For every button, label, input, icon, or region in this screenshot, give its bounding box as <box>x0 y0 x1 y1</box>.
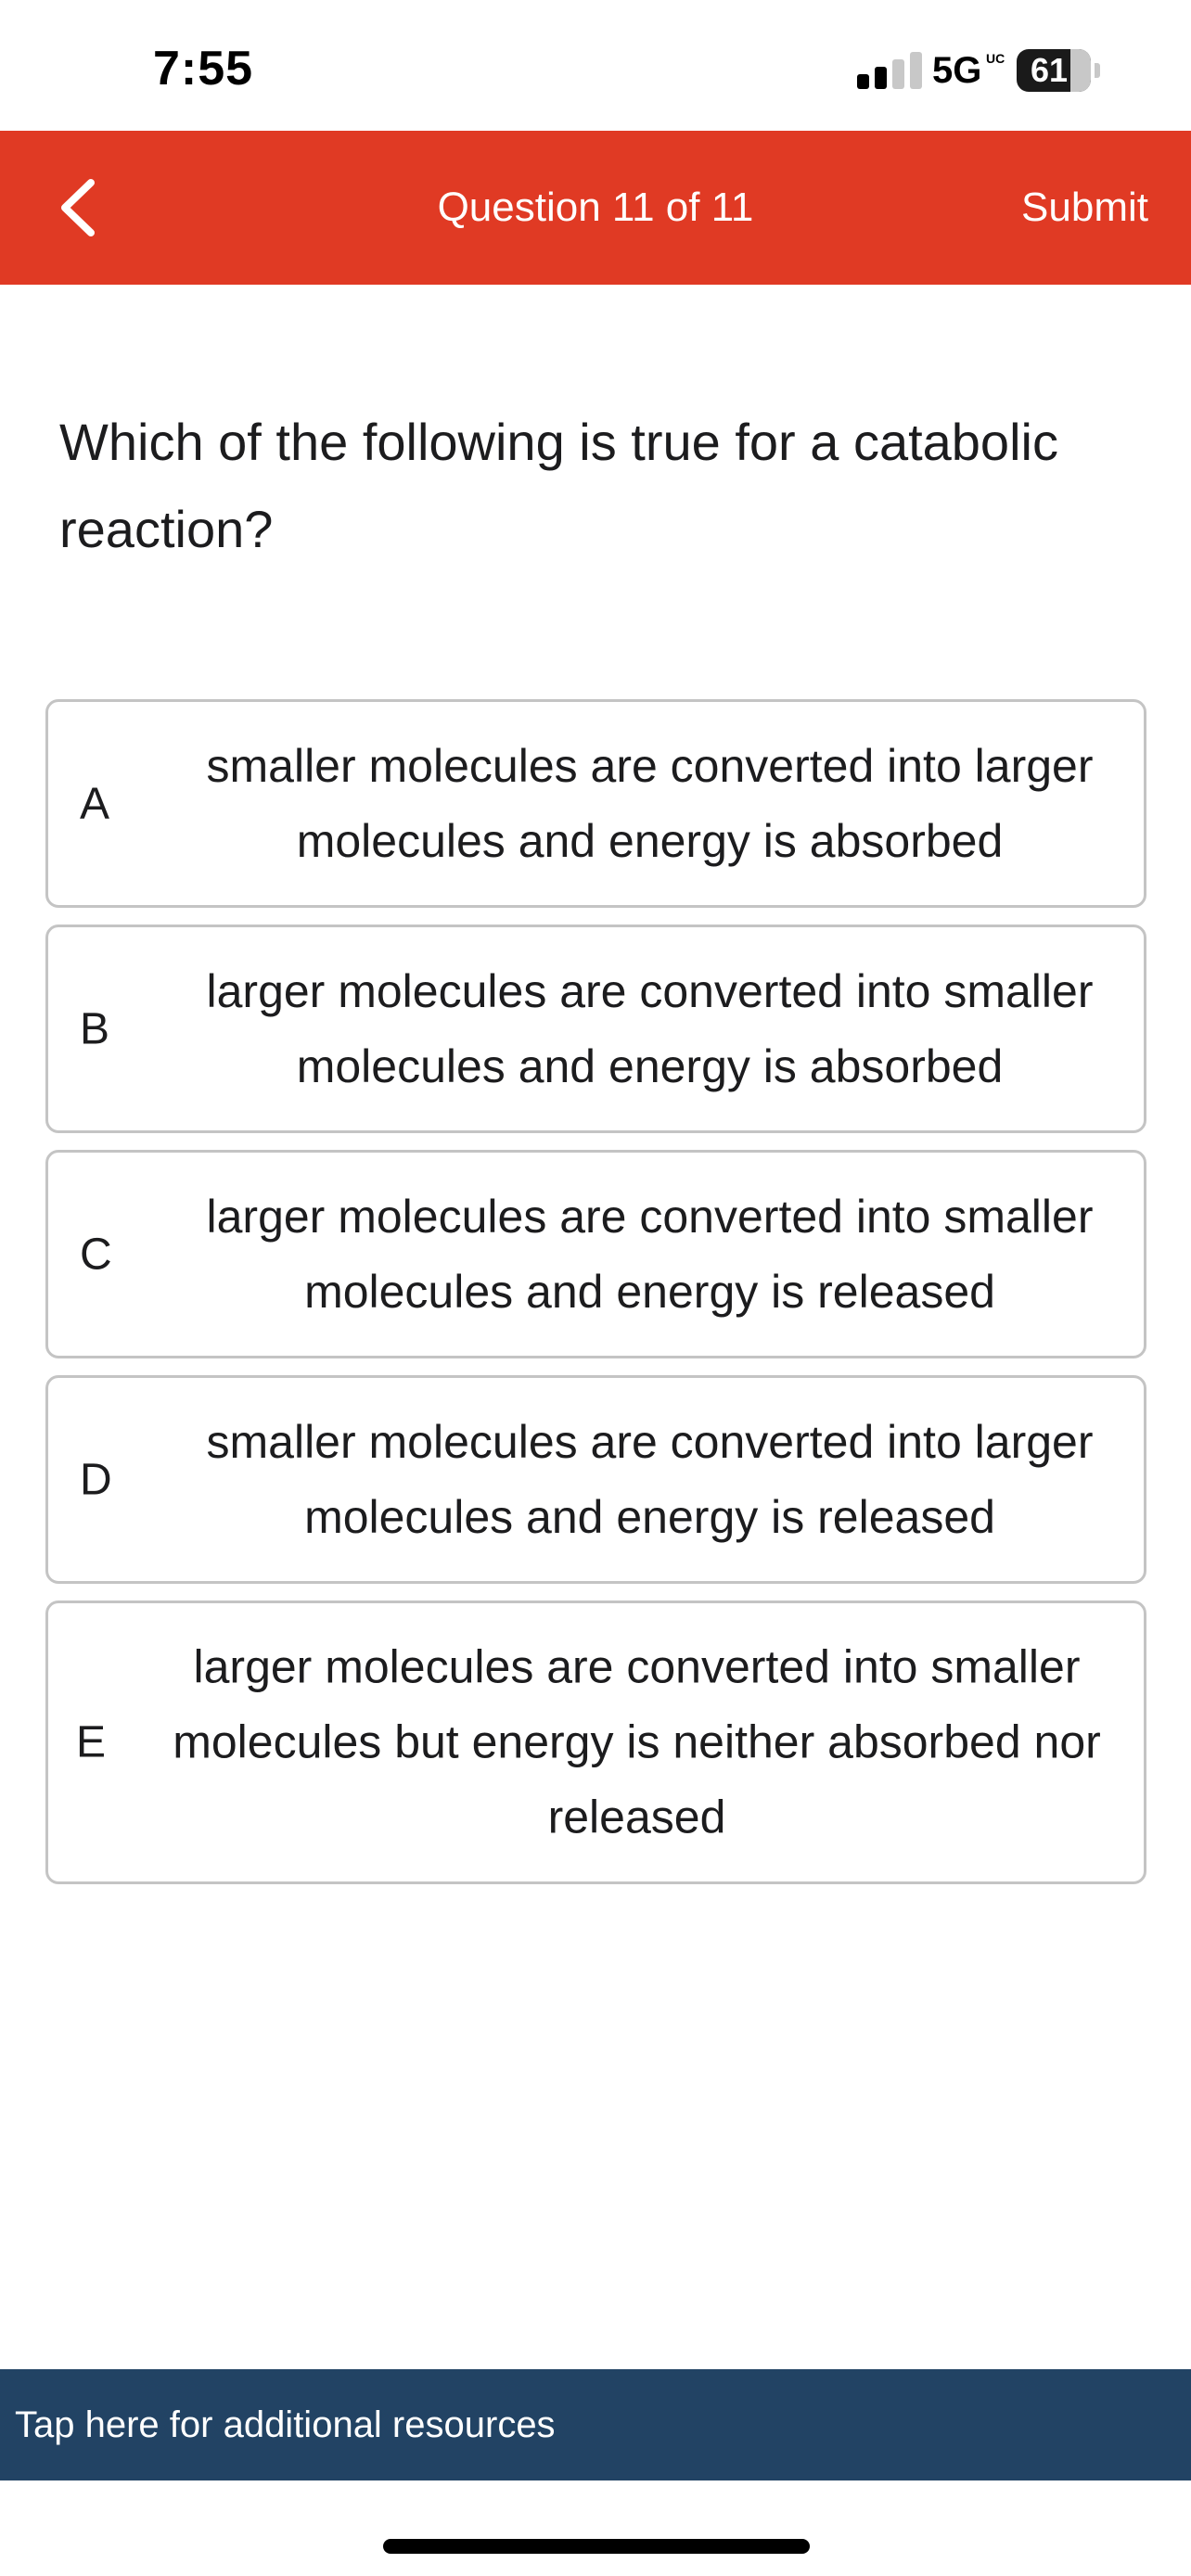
cellular-signal-icon <box>857 52 924 89</box>
option-letter: E <box>76 1717 107 1767</box>
network-type: 5G <box>932 50 982 91</box>
answer-option-b[interactable] <box>45 925 1146 1133</box>
option-text: larger molecules are converted into smaller molecules but energy is neither absorbed nor released <box>173 1640 1101 1843</box>
option-text: larger molecules are converted into smaller molecules and energy is released <box>206 1190 1094 1318</box>
battery-level: 61 <box>1030 51 1069 89</box>
option-letter: D <box>80 1455 112 1504</box>
signal-bar-3 <box>892 59 904 89</box>
answer-option-d[interactable] <box>45 1375 1146 1584</box>
additional-resources-label: Tap here for additional resources <box>15 2404 556 2445</box>
option-text: smaller molecules are converted into larger molecules and energy is absorbed <box>206 739 1094 867</box>
status-time: 7:55 <box>153 42 254 96</box>
chevron-left-icon <box>41 166 124 249</box>
battery-icon <box>1017 49 1091 92</box>
header-bar <box>0 131 1191 285</box>
back-button[interactable] <box>41 166 124 249</box>
option-letter: B <box>80 1004 110 1053</box>
additional-resources-bar[interactable] <box>0 2369 1191 2480</box>
page-title: Question 11 of 11 <box>437 185 754 230</box>
answer-option-e[interactable] <box>45 1600 1146 1884</box>
signal-bar-2 <box>875 67 887 89</box>
home-indicator[interactable] <box>383 2539 810 2554</box>
option-text: smaller molecules are converted into larger molecules and energy is released <box>206 1415 1094 1543</box>
answer-option-c[interactable] <box>45 1150 1146 1358</box>
submit-button[interactable]: Submit <box>1021 185 1148 230</box>
question-text: Which of the following is true for a catabolic reaction? <box>59 413 1058 558</box>
signal-bar-4 <box>910 52 922 89</box>
battery-tip <box>1095 63 1100 78</box>
option-letter: A <box>80 779 110 828</box>
status-bar <box>0 0 1191 131</box>
option-letter: C <box>80 1230 112 1279</box>
answer-option-a[interactable] <box>45 699 1146 908</box>
option-text: larger molecules are converted into smaller molecules and energy is absorbed <box>206 964 1094 1092</box>
signal-bar-1 <box>857 74 869 89</box>
network-subtype: UC <box>986 51 1005 66</box>
